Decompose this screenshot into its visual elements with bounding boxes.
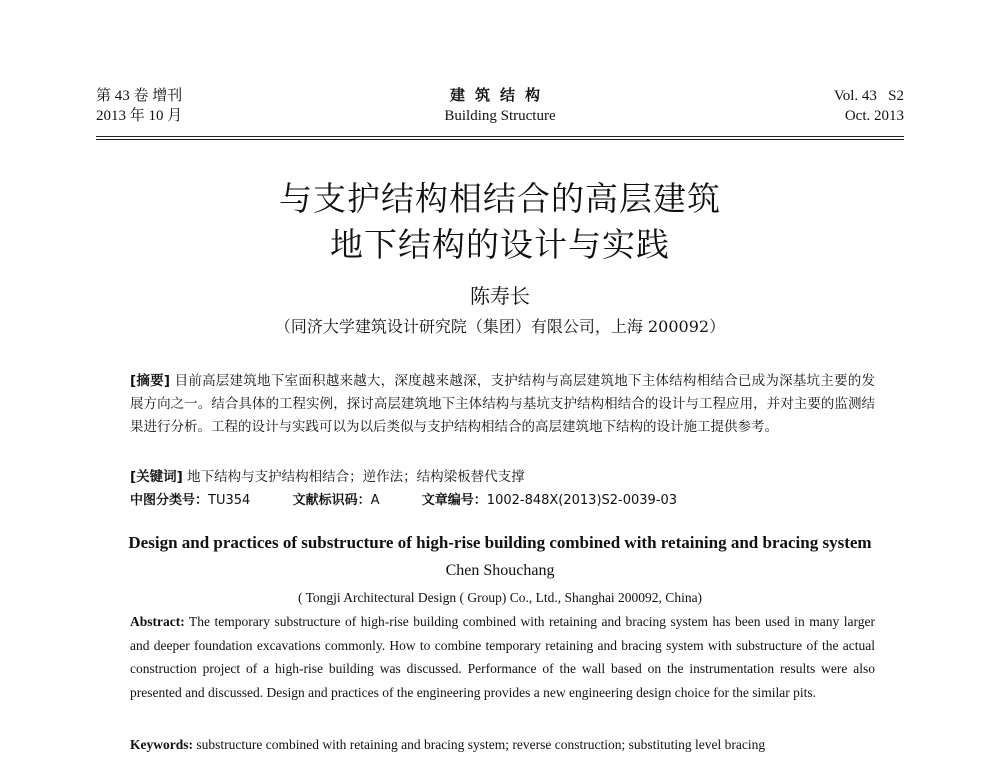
doc-code-label: 文献标识码：	[292, 493, 371, 508]
keywords-zh-label: [关键词]	[130, 469, 183, 485]
keywords-zh-text: 地下结构与支护结构相结合；逆作法；结构梁板替代支撑	[187, 469, 525, 485]
abstract-zh-text: 目前高层建筑地下室面积越来越大，深度越来越深，支护结构与高层建筑地下主体结构相结合已成为深基坑主要的发展方向之一。结合具体的工程实例，探讨高层建筑地下主体结构与基坑支护结构相结合的设计与工程应用，并对主要的监测结果进行分析。工程的设计与实践可以为以后类似与支护结构相结合的高层建筑地下结构的设计施工提供参考。	[130, 373, 875, 435]
header-rule-thick	[96, 136, 904, 137]
classification-line	[130, 490, 875, 512]
header-rule-thin	[96, 139, 904, 140]
header-center	[96, 86, 904, 126]
journal-name-zh: 建筑结构	[449, 88, 550, 104]
abstract-en-label: Abstract	[130, 614, 181, 629]
abstract-zh-label: [摘要]	[130, 373, 171, 389]
article-number-label: 文章编号：	[421, 493, 487, 508]
abstract-en: Abstract: The temporary substructure of high-rise building combined with retaining and bracing system has been used in many larger and deeper foundation excavations commonly. How to combine temporary retaining and bracing system with substructure of the actual construction project of a high-rise building was discussed. Performance of the wall based on the instrumentation results were also presented and discussed. Design and practices of the engineering provides a new engineering design choice for the similar pits.	[130, 614, 875, 700]
volume-issue-zh: 第 43 卷 增刊	[96, 88, 183, 104]
affiliation-zh: （同济大学建筑设计研究院（集团）有限公司，上海 200092）	[274, 317, 726, 336]
affiliation-en: ( Tongji Architectural Design ( Group) Co., Ltd., Shanghai 200092, China)	[297, 590, 703, 605]
author-en: Chen Shouchang	[445, 562, 555, 579]
abstract-zh	[130, 370, 875, 439]
paper-title-en: Design and practices of substructure of high-rise building combined with retaining and bracing system	[128, 533, 872, 552]
article-number-value: 1002-848X(2013)S2-0039-03	[486, 493, 678, 508]
doc-code-value: A	[370, 493, 380, 508]
keywords-en-text: substructure combined with retaining and bracing system; reverse construction; substituting level bracing	[196, 737, 766, 752]
clc-value: TU354	[208, 493, 251, 508]
title-zh-line1: 与支护结构相结合的高层建筑	[279, 179, 721, 218]
clc-label: 中图分类号：	[130, 493, 209, 508]
journal-name-en: Building Structure	[444, 108, 556, 124]
header-right	[834, 86, 904, 126]
author-zh: 陈寿长	[470, 284, 530, 308]
journal-header	[96, 86, 904, 130]
paper-title-zh	[0, 176, 1000, 268]
abstract-en-text: The temporary substructure of high-rise building combined with retaining and bracing system has been used in many larger and deeper foundation excavations commonly. How to combine temporary retaining and bracing system with substructure of the actual construction project of a high-rise building was discussed. Performance of the wall based on the instrumentation results were also presented and discussed. Design and practices of the engineering provides a new engineering design choice for the similar pits.	[130, 614, 875, 700]
keywords-en-label: Keywords	[130, 737, 189, 752]
volume-issue-en: Vol. 43 S2	[833, 88, 904, 104]
date-zh: 2013 年 10 月	[96, 108, 183, 124]
keywords-en: Keywords: substructure combined with retaining and bracing system; reverse construction; substituting level bracing	[130, 737, 766, 752]
title-zh-line2: 地下结构的设计与实践	[330, 225, 670, 264]
date-en: Oct. 2013	[844, 108, 904, 124]
keywords-zh	[130, 466, 875, 488]
